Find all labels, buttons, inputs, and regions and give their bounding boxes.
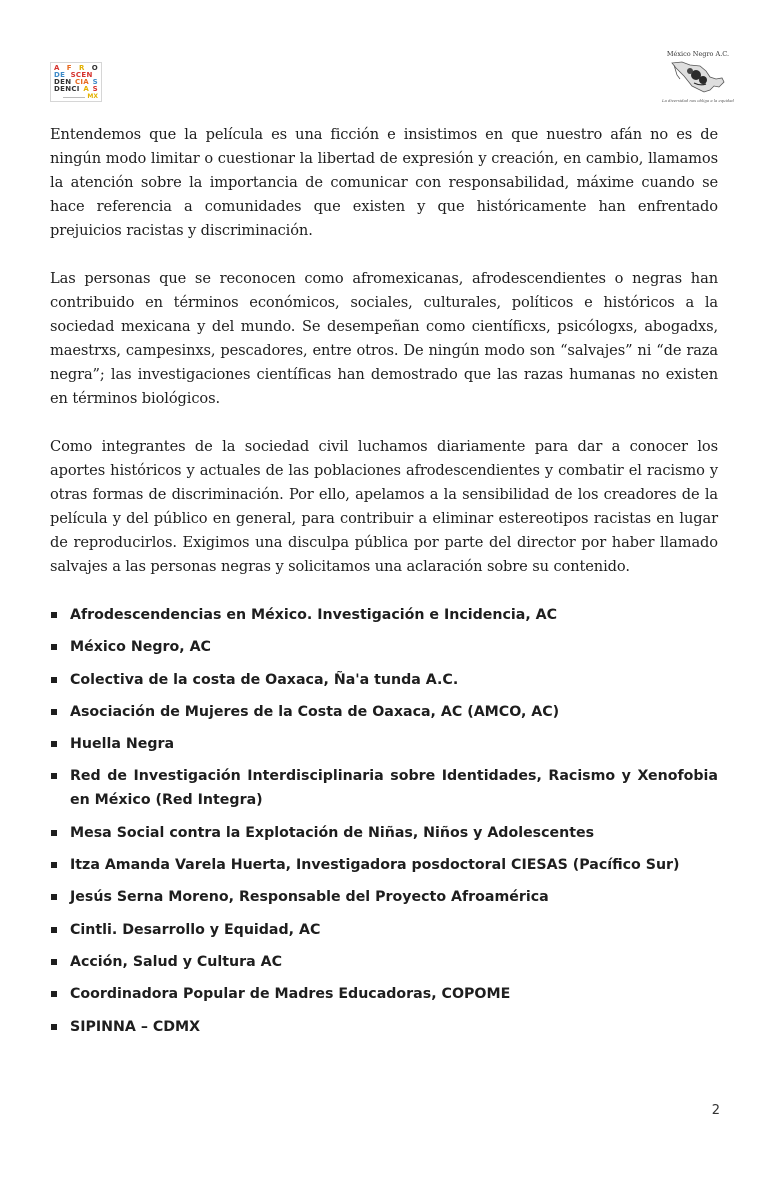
bullet-icon: [51, 612, 57, 618]
logo-rule: [63, 97, 85, 98]
list-item: Acción, Salud y Cultura AC: [50, 950, 718, 974]
logo-mx-text: MX: [87, 93, 98, 100]
logo-letters: S: [92, 85, 98, 93]
signatory-organizations-list: [50, 603, 718, 1039]
logo-letters: F: [66, 64, 72, 72]
bullet-icon: [51, 709, 57, 715]
bullet-icon: [51, 894, 57, 900]
paragraph-3: Como integrantes de la sociedad civil luchamos diariamente para dar a conocer los aportes históricos y actuales de las poblaciones afrodescendientes y combatir el racismo y otras formas de discriminación. Por ello, apelamos a la sensibilidad de los creadores de la película y del público en general, para contribuir a eliminar estereotipos racistas en lugar de reproducirlos. Exigimos una disculpa pública por parte del director por haber llamado salvajes a las personas negras y solicitamos una aclaración sobre su contenido.: [50, 438, 718, 575]
list-item: Colectiva de la costa de Oaxaca, Ña'a tunda A.C.: [50, 668, 718, 692]
logo-letter-row: [54, 86, 98, 93]
logo-mx-row: [54, 94, 98, 100]
mexico-negro-logo-title: México Negro A.C.: [666, 50, 730, 58]
logo-letters: R: [78, 64, 85, 72]
bullet-icon: [51, 741, 57, 747]
bullet-icon: [51, 677, 57, 683]
list-item: Cintli. Desarrollo y Equidad, AC: [50, 918, 718, 942]
bullet-icon: [51, 830, 57, 836]
bullet-icon: [51, 644, 57, 650]
list-item: Itza Amanda Varela Huerta, Investigadora posdoctoral CIESAS (Pacífico Sur): [50, 853, 718, 877]
logo-letters: A: [83, 85, 90, 93]
page-header: [0, 0, 768, 120]
bullet-icon: [51, 1024, 57, 1030]
bullet-icon: [51, 927, 57, 933]
bullet-icon: [51, 959, 57, 965]
logo-letters: O: [91, 64, 98, 72]
list-item: Jesús Serna Moreno, Responsable del Proyecto Afroamérica: [50, 885, 718, 909]
list-item: Mesa Social contra la Explotación de Niñas, Niños y Adolescentes: [50, 821, 718, 845]
mexico-map-icon: [670, 59, 726, 97]
bullet-icon: [51, 773, 57, 779]
list-item: Afrodescendencias en México. Investigación e Incidencia, AC: [50, 603, 718, 627]
bullet-icon: [51, 862, 57, 868]
list-item: Red de Investigación Interdisciplinaria sobre Identidades, Racismo y Xenofobia en México (Red Integra): [50, 764, 718, 812]
logo-letters: DE: [54, 71, 66, 79]
list-item: Asociación de Mujeres de la Costa de Oaxaca, AC (AMCO, AC): [50, 700, 718, 724]
mexico-negro-logo: [660, 50, 736, 112]
logo-letters: DENCI: [54, 85, 80, 93]
document-body: [50, 123, 718, 1047]
logo-letters: SCEN: [70, 71, 93, 79]
list-item: Huella Negra: [50, 732, 718, 756]
paragraph-2: Las personas que se reconocen como afromexicanas, afrodescendientes o negras han contribuido en términos económicos, sociales, culturales, políticos e históricos a la sociedad mexicana y del mundo. Se desempeñan como científicxs, psicólogxs, abogadxs, maestrxs, campesinxs, pescadores, entre otros. De ningún modo son “salvajes” ni “de raza negra”; las investigaciones científicas han demostrado que las razas humanas no existen en términos biológicos.: [50, 270, 718, 407]
mexico-negro-logo-motto: La diversidad nos obliga a la equidad: [662, 98, 734, 103]
list-item: Coordinadora Popular de Madres Educadoras, COPOME: [50, 982, 718, 1006]
afrodescendencias-logo: [50, 62, 102, 102]
logo-letters: CIA: [74, 78, 90, 86]
page-number: 2: [711, 1103, 720, 1118]
list-item: SIPINNA – CDMX: [50, 1015, 718, 1039]
logo-lettering: [54, 65, 98, 93]
logo-letters: A: [54, 64, 60, 72]
list-item: México Negro, AC: [50, 635, 718, 659]
bullet-icon: [51, 991, 57, 997]
logo-letters: DEN: [54, 78, 72, 86]
paragraph-1: Entendemos que la película es una ficción e insistimos en que nuestro afán no es de ningún modo limitar o cuestionar la libertad de expresión y creación, en cambio, llamamos la atención sobre la importancia de comunicar con responsabilidad, máxime cuando se hace referencia a comunidades que existen y que históricamente han enfrentado prejuicios racistas y discriminación.: [50, 126, 718, 239]
logo-letters: S: [92, 78, 98, 86]
